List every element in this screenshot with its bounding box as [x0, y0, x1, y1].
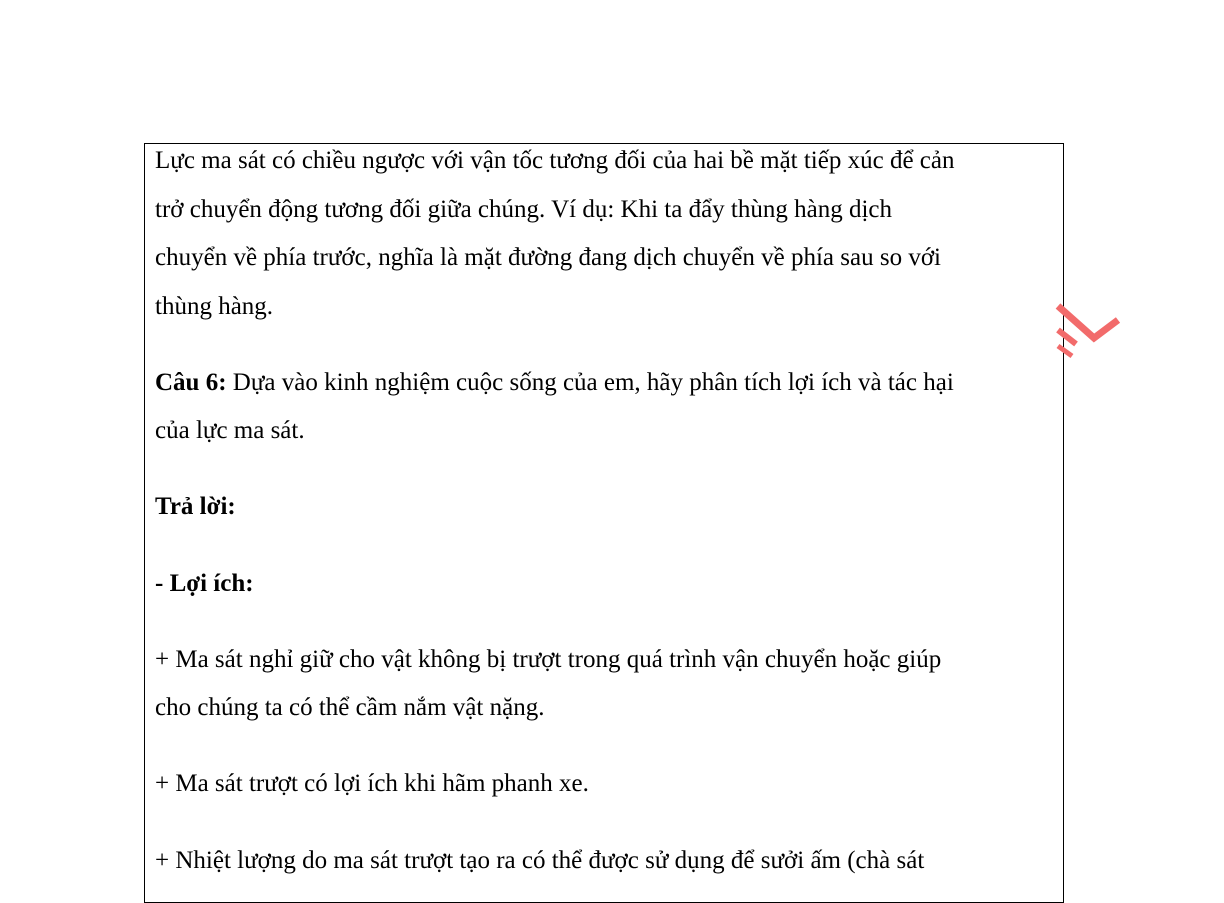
question-6-line-1 — [155, 368, 954, 398]
paragraph-line-4: thùng hàng. — [155, 293, 274, 320]
red-chevron-watermark-icon — [1054, 304, 1124, 368]
question-6-line-2: của lực ma sát. — [155, 417, 305, 444]
paragraph-line-1: Lực ma sát có chiều ngược với vận tốc tương đối của hai bề mặt tiếp xúc để cản — [155, 147, 955, 174]
benefit-3-partial: + Nhiệt lượng do ma sát trượt tạo ra có thể được sử dụng để sưởi ấm (chà sát — [155, 847, 925, 874]
benefit-2: + Ma sát trượt có lợi ích khi hãm phanh xe. — [155, 770, 589, 797]
benefit-1-line-1: + Ma sát nghỉ giữ cho vật không bị trượt trong quá trình vận chuyển hoặc giúp — [155, 646, 942, 673]
paragraph-line-3: chuyển về phía trước, nghĩa là mặt đường đang dịch chuyển về phía sau so với — [155, 244, 941, 271]
question-6-label: Câu 6: — [155, 369, 227, 396]
paragraph-line-2: trở chuyển động tương đối giữa chúng. Ví dụ: Khi ta đẩy thùng hàng dịch — [155, 196, 892, 223]
answer-heading: Trả lời: — [155, 493, 236, 520]
benefits-heading: - Lợi ích: — [155, 570, 254, 597]
benefit-1-line-2: cho chúng ta có thể cầm nắm vật nặng. — [155, 694, 545, 721]
question-6-text: Dựa vào kinh nghiệm cuộc sống của em, hãy phân tích lợi ích và tác hại — [226, 369, 954, 396]
